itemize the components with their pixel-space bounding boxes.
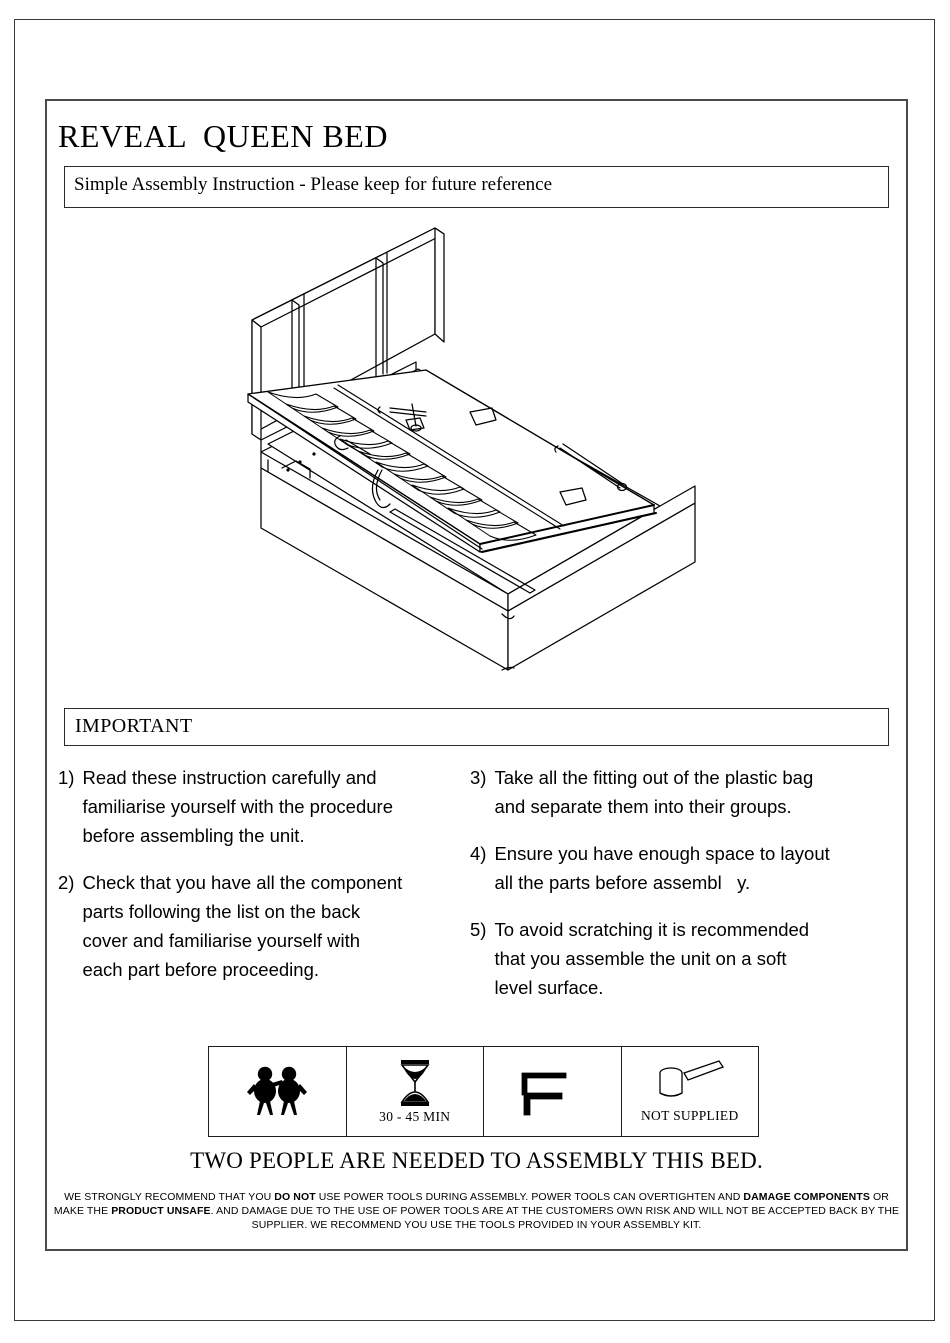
subtitle-box — [64, 166, 889, 208]
instructions-right-column — [470, 763, 890, 1020]
instruction-line: parts following the list on the back — [82, 901, 361, 922]
important-heading: IMPORTANT — [75, 715, 193, 737]
requirements-icon-strip — [208, 1046, 759, 1137]
fineprint-text: . AND DAMAGE DUE TO THE USE OF POWER TOOLS ARE AT THE CUSTOMERS OWN RISK AND WILL NOT BE ACCEPTED BACK BY THE SUPPLIER. WE RECOMMEND YOU USE THE TOOLS PROVIDED IN YOUR ASSEMBLY KIT. — [210, 1205, 900, 1231]
instruction-line: Read these instruction carefully and — [82, 767, 377, 788]
fineprint-emphasis: PRODUCT UNSAFE — [111, 1205, 211, 1217]
fineprint-emphasis: DAMAGE COMPONENTS — [743, 1191, 870, 1203]
instruction-item — [470, 763, 890, 821]
footer-headline: TWO PEOPLE ARE NEEDED TO ASSEMBLY THIS BED. — [190, 1148, 763, 1173]
instruction-line: all the parts before assembl y. — [494, 872, 751, 893]
hourglass-icon — [392, 1058, 438, 1108]
instruction-number: 2) — [58, 872, 75, 893]
fineprint-text: OR MAKE THE — [53, 1191, 889, 1217]
instruction-number: 1) — [58, 767, 75, 788]
fineprint-text: WE STRONGLY RECOMMEND THAT YOU — [64, 1191, 275, 1203]
instruction-item — [58, 868, 458, 984]
instruction-text — [82, 868, 458, 984]
instruction-text — [494, 915, 890, 1002]
icon-cell-duration — [347, 1047, 485, 1136]
footer-fineprint — [52, 1190, 901, 1232]
instruction-line: each part before proceeding. — [82, 959, 320, 980]
two-people-icon — [246, 1065, 308, 1117]
instruction-text — [82, 763, 458, 850]
bed-illustration — [230, 222, 720, 672]
important-box — [64, 708, 889, 746]
icon-cell-mallet — [622, 1047, 759, 1136]
instruction-line: To avoid scratching it is recommended — [494, 919, 810, 940]
instruction-line: before assembling the unit. — [82, 825, 305, 846]
instruction-item — [58, 763, 458, 850]
subtitle-text: Simple Assembly Instruction - Please keep for future reference — [74, 174, 553, 195]
instruction-item — [470, 915, 890, 1002]
icon-caption-mallet: NOT SUPPLIED — [641, 1108, 739, 1123]
instruction-line: level surface. — [494, 977, 604, 998]
instruction-line: cover and familiarise yourself with — [82, 930, 361, 951]
instruction-line: Check that you have all the component — [82, 872, 403, 893]
instruction-item — [470, 839, 890, 897]
instruction-text — [494, 839, 890, 897]
instruction-number: 3) — [470, 767, 487, 788]
icon-cell-allen-key — [484, 1047, 622, 1136]
allen-key-icon — [514, 1065, 590, 1117]
instruction-line: Take all the fitting out of the plastic bag — [494, 767, 814, 788]
instruction-number: 4) — [470, 843, 487, 864]
instruction-line: familiarise yourself with the procedure — [82, 796, 393, 817]
fineprint-emphasis: DO NOT — [274, 1191, 316, 1203]
instructions-left-column — [58, 763, 458, 1002]
mallet-icon — [653, 1059, 727, 1107]
icon-caption-duration: 30 - 45 MIN — [379, 1109, 451, 1124]
instruction-line: and separate them into their groups. — [494, 796, 792, 817]
instruction-number: 5) — [470, 919, 487, 940]
icon-cell-two-people — [209, 1047, 347, 1136]
instruction-line: Ensure you have enough space to layout — [494, 843, 830, 864]
instruction-line: that you assemble the unit on a soft — [494, 948, 787, 969]
page-title: REVEAL QUEEN BED — [58, 118, 388, 154]
instruction-text — [494, 763, 890, 821]
fineprint-text: USE POWER TOOLS DURING ASSEMBLY. POWER TOOLS CAN OVERTIGHTEN AND — [315, 1191, 744, 1203]
